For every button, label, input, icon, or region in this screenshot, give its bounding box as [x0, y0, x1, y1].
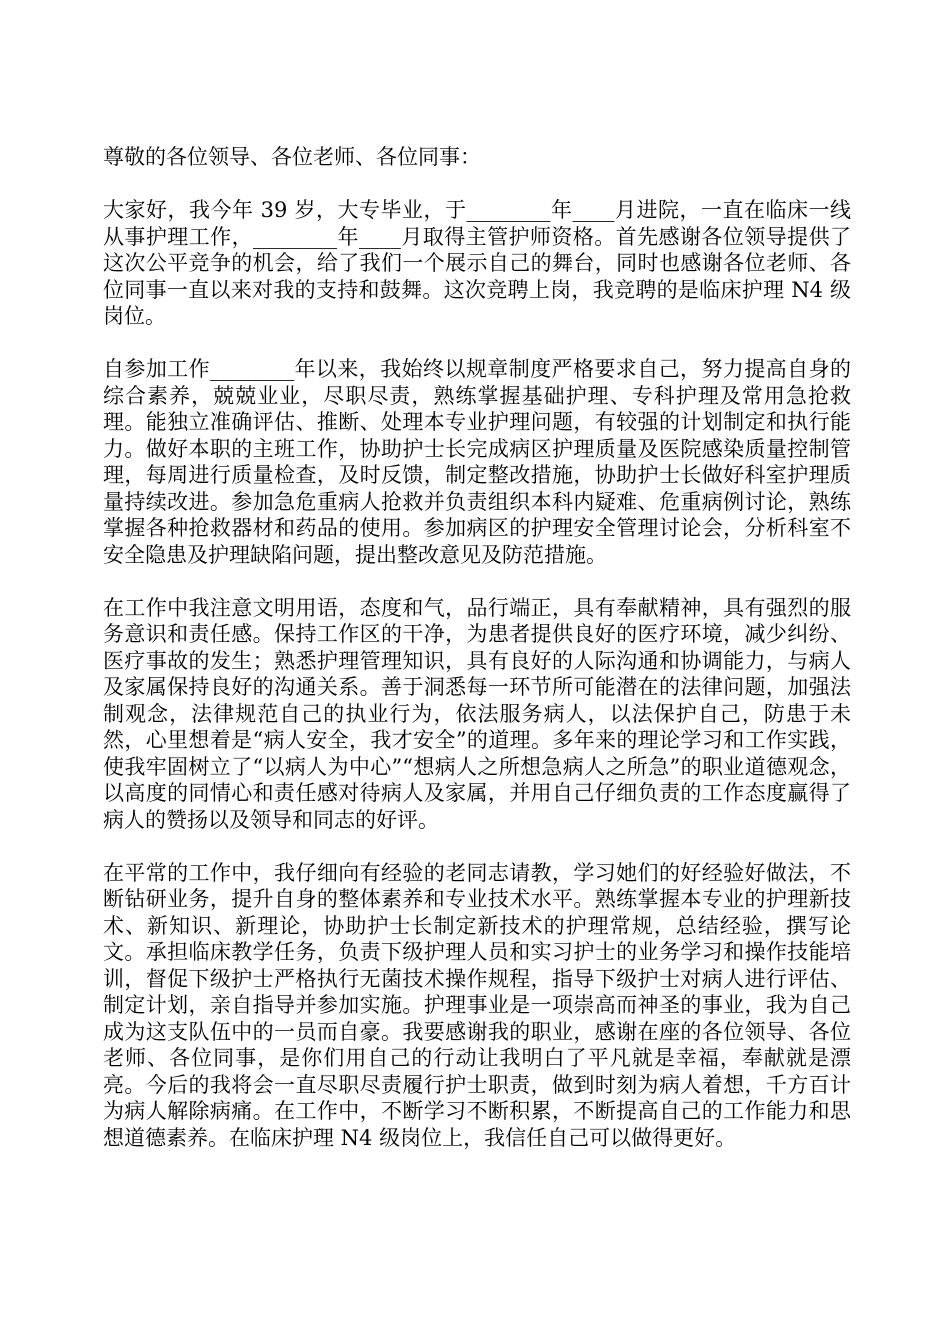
paragraph-intro: 大家好，我今年 39 岁，大专毕业，于________年____月进院，一直在临床一线从事护理工作，________年____月取得主管护师资格。首先感谢各位领导提供了这次公平竞争的机会，给了我们一个展示自己的舞台，同时也感谢各位老师、各位同事一直以来对我的支持和鼓舞。这次竞聘上岗，我竞聘的是临床护理 N4 级岗位。: [103, 198, 851, 328]
paragraph-service-attitude: 在工作中我注意文明用语，态度和气，品行端正，具有奉献精神，具有强烈的服务意识和责任感。保持工作区的干净，为患者提供良好的医疗环境，减少纠纷、医疗事故的发生；熟悉护理管理知识，具有良好的人际沟通和协调能力，与病人及家属保持良好的沟通关系。善于洞悉每一环节所可能潜在的法律问题，加强法制观念，法律规范自己的执业行为，依法服务病人，以法保护自己，防患于未然，心里想着是“病人安全，我才安全”的道理。多年来的理论学习和工作实践，使我牢固树立了“以病人为中心”“想病人之所想急病人之所急”的职业道德观念，以高度的同情心和责任感对待病人及家属，并用自己仔细负责的工作态度赢得了病人的赞扬以及领导和同志的好评。: [103, 595, 851, 832]
document-page: [103, 144, 851, 1178]
greeting-line: 尊敬的各位领导、各位老师、各位同事：: [103, 145, 481, 169]
paragraph-work-experience: 自参加工作________年以来，我始终以规章制度严格要求自己，努力提高自身的综合素养，兢兢业业，尽职尽责，熟练掌握基础护理、专科护理及常用急抢救理。能独立准确评估、推断、处理本专业护理问题，有较强的计划制定和执行能力。做好本职的主班工作，协助护士长完成病区护理质量及医院感染质量控制管理，每周进行质量检查，及时反馈，制定整改措施，协助护士长做好科室护理质量持续改进。参加急危重病人抢救并负责组织本科内疑难、危重病例讨论，熟练掌握各种抢救器材和药品的使用。参加病区的护理安全管理讨论会，分析科室不安全隐患及护理缺陷问题，提出整改意见及防范措施。: [103, 357, 851, 567]
paragraph-learning-teaching: 在平常的工作中，我仔细向有经验的老同志请教，学习她们的好经验好做法，不断钻研业务，提升自身的整体素养和专业技术水平。熟练掌握本专业的护理新技术、新知识、新理论，协助护士长制定新技术的护理常规，总结经验，撰写论文。承担临床教学任务，负责下级护理人员和实习护士的业务学习和操作技能培训，督促下级护士严格执行无菌技术操作规程，指导下级护士对病人进行评估、制定计划，亲自指导并参加实施。护理事业是一项崇高而神圣的事业，我为自己成为这支队伍中的一员而自豪。我要感谢我的职业，感谢在座的各位领导、各位老师、各位同事，是你们用自己的行动让我明白了平凡就是幸福，奉献就是漂亮。今后的我将会一直尽职尽责履行护士职责，做到时刻为病人着想，千方百计为病人解除病痛。在工作中，不断学习不断积累，不断提高自己的工作能力和思想道德素养。在临床护理 N4 级岗位上，我信任自己可以做得更好。: [103, 860, 851, 1150]
